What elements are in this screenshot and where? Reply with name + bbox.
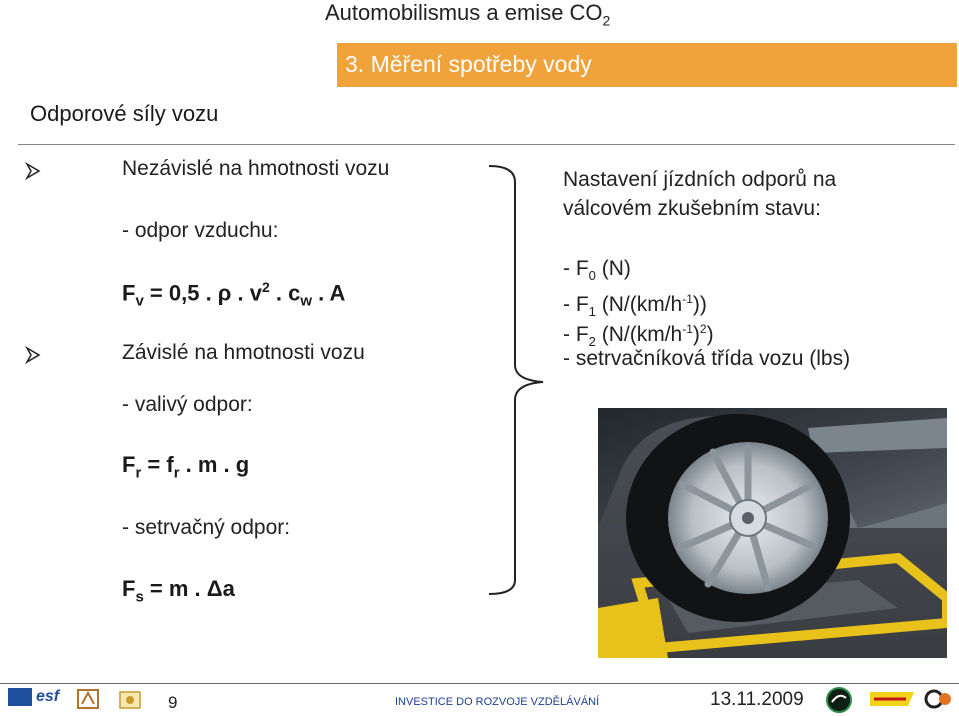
arrow-bullet-icon xyxy=(24,162,42,180)
esf-logo: esf xyxy=(36,688,60,705)
footer-divider xyxy=(0,683,959,684)
dyno-car-wheel-photo xyxy=(598,408,947,658)
label-inertia-resistance: - setrvačný odpor: xyxy=(122,516,291,539)
footer-invest-text: INVESTICE DO ROZVOJE VZDĚLÁVÁNÍ xyxy=(395,696,600,708)
partner-logo-icon xyxy=(868,688,918,710)
slide-title: Odporové síly vozu xyxy=(30,101,219,126)
car-wheel-illustration xyxy=(598,408,947,658)
label-air-resistance: - odpor vzduchu: xyxy=(122,219,279,242)
page-number: 9 xyxy=(168,693,178,712)
eu-flag-icon xyxy=(8,688,32,706)
formula-inertia-resistance: $F_s = m$ . Δa xyxy=(122,576,235,606)
document-header xyxy=(325,0,610,28)
label-rolling-resistance: - valivý odpor: xyxy=(122,393,253,416)
param-inertia-class: - setrvačníková třída vozu (lbs) xyxy=(563,347,851,370)
divider xyxy=(18,144,955,145)
param-f2: - $F_2$ $(N/(km/h^{-1})^2)$ xyxy=(563,322,714,350)
header-title-sub: 2 xyxy=(602,12,611,29)
school-logo-icon xyxy=(924,686,954,712)
param-f0: - $F_0$ (N) xyxy=(563,257,631,284)
dyno-setup-line2: válcovém zkušebním stavu: xyxy=(563,197,821,220)
item-mass-independent: Nezávislé na hmotnosti vozu xyxy=(122,157,390,180)
dyno-setup-line1: Nastavení jízdních odporů na xyxy=(563,168,837,191)
skoda-logo-icon xyxy=(824,686,854,714)
footer-date: 13.11.2009 xyxy=(710,689,804,710)
section-title: 3. Měření spotřeby vody xyxy=(345,51,592,77)
param-f1: - $F_1$ $(N/(km/h^{-1}))$ xyxy=(563,292,707,320)
opvk-logo-icon xyxy=(118,688,142,710)
right-curly-brace xyxy=(485,160,545,600)
arrow-bullet-icon xyxy=(24,346,42,364)
ministry-logo-icon xyxy=(76,688,100,710)
formula-rolling-resistance: $F_r = f_r$ . m . g xyxy=(122,452,250,482)
item-mass-dependent: Závislé na hmotnosti vozu xyxy=(122,341,365,364)
formula-air-resistance: $F_v = 0,5$ . ρ . $v^2$ . $c_w$ . A xyxy=(122,279,346,310)
header-title: Automobilismus a emise CO xyxy=(325,0,603,25)
